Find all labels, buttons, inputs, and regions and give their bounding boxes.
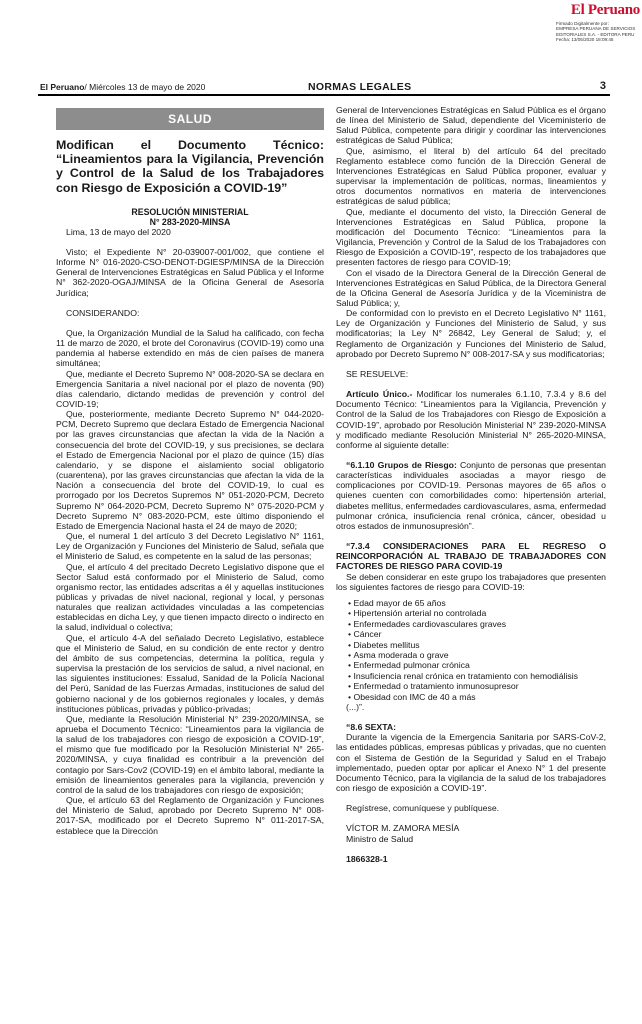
visto-paragraph: Visto; el Expediente N° 20-039007-001/002, que contiene el Informe N° 016-2020-CSO-DENOT-DGIESP/MINSA de la Dirección General de Intervenciones Estratégicas en Salud Pública y el Informe N° 362-2020-OGAJ/MINSA de la Oficina General de Asesoría Jurídica; xyxy=(56,246,324,298)
considerando-paragraph: Que, el artículo 4 del precitado Decreto Legislativo dispone que el Sector Salud está conformado por el Ministerio de Salud, como organismo rector, las entidades adscritas a él y aquellas instituciones públicas y privadas de nivel nacional, regional y local, y personas naturales que realizan actividades vinculadas a las competencias establecidas en dicha Ley, y que tienen impacto directo o indirecto en la salud, individual o colectiva; xyxy=(56,561,324,633)
considerando-paragraph: Que, el numeral 1 del artículo 3 del Decreto Legislativo N° 1161, Ley de Organización y Funciones del Ministerio de Salud, señala que el Ministerio de Salud, es competente en la salud de las personas; xyxy=(56,531,324,562)
header-publication: El Peruano xyxy=(40,82,85,92)
considerando-paragraph: General de Intervenciones Estratégicas en Salud Pública es el órgano de línea del Ministerio de Salud, dependiente del Viceministerio de Salud Pública, competente para dirigir y coordinar las intervenciones estratégicas de Salud Pública; xyxy=(336,105,606,146)
risk-factor-item: • Hipertensión arterial no controlada xyxy=(348,608,606,618)
considerando-paragraph: Que, posteriormente, mediante Decreto Supremo N° 044-2020-PCM, Decreto Supremo que declara Estado de Emergencia Nacional por las graves circunstancias que afectan la vida de la Nación a consecuencia del brote del COVID-19, y sus precisiones, se declara el Estado de Emergencia Nacional por el plazo de quince (15) días calendario, y se dispone el aislamiento social obligatorio (cuarentena), por las graves circunstancias que afectan la vida de la Nación a consecuencia del brote del COVID-19, lo cual es prorrogado por los Decretos Supremos N° 051-2020-PCM, Decreto Supremo N° 064-2020-PCM, Decreto Supremo N° 075-2020-PCM y Decreto Supremo N° 083-2020-PCM, este último disponiendo el Estado de Emergencia Nacional hasta el 24 de mayo de 2020; xyxy=(56,409,324,531)
risk-factor-list xyxy=(336,598,606,702)
signature-line: Firmado Digitalmente por: xyxy=(556,21,609,26)
section-band: SALUD xyxy=(56,108,324,130)
numeral-7-3-4-intro: Se deben considerar en este grupo los trabajadores que presenten los siguientes factores de riesgo para COVID-19: xyxy=(336,571,606,592)
publication-code: 1866328-1 xyxy=(346,853,388,864)
considerando-paragraph: Que, mediante el Decreto Supremo N° 008-2020-SA se declara en Emergencia Sanitaria a nivel nacional por el plazo de noventa (90) días calendario, dictando medidas de prevención y control del COVID-19; xyxy=(56,368,324,409)
risk-factor-item: • Enfermedades cardiovasculares graves xyxy=(348,619,606,629)
signatory-name: VÍCTOR M. ZAMORA MESÍA xyxy=(346,823,460,834)
considerando-paragraph: Que, asimismo, el literal b) del artículo 64 del precitado Reglamento establece como función de la Dirección General de Intervenciones Estratégicas en Salud Pública proponer, evaluar y supervisar la implementación de políticas, normas, lineamientos y otros documentos normativos en materia de intervenciones estratégicas de salud pública; xyxy=(336,145,606,207)
signature-line: Fecha: 13/05/2020 18:09:45 xyxy=(556,37,614,43)
page-number: 3 xyxy=(599,80,606,92)
place-date: Lima, 13 de mayo del 2020 xyxy=(66,226,171,237)
considerando-paragraph: Que, la Organización Mundial de la Salud ha calificado, con fecha 11 de marzo de 2020, el brote del Coronavirus (COVID-19) como una pandemia al haberse extendido en más de cien países de manera simultánea; xyxy=(56,327,324,369)
header-publication-date xyxy=(40,82,205,92)
articulo-text: Modificar los numerales 6.1.10, 7.3.4 y 8.6 del Documento Técnico: “Lineamientos para la Vigilancia, Prevención y Control de la Salud de los Trabajadores con Riesgo de Exposición a COVID-19”, aprobado por Resolución Ministerial N° 239-2020-MINSA y modificado mediante Resolución Ministerial N° 265-2020-MINSA, conforme al siguiente detalle: xyxy=(336,389,606,450)
risk-factor-item: • Enfermedad o tratamiento inmunosupresor xyxy=(348,681,606,691)
signatory-title: Ministro de Salud xyxy=(346,833,414,844)
risk-factor-item: • Cáncer xyxy=(348,629,606,639)
document-title: Modifican el Documento Técnico: “Lineamientos para la Vigilancia, Prevención y Control de la Salud de los Trabajadores con Riesgo de Exposición a COVID-19” xyxy=(56,138,324,195)
considerando-paragraph: Que, el artículo 4-A del señalado Decreto Legislativo, establece que el Ministerio de Salud, en su condición de ente rector y dentro del ámbito de sus competencias, determina la política, regula y supervisa la prestación de los servicios de salud, a nivel nacional, en las siguientes instituciones: Essalud, Sanidad de la Policía Nacional del Perú, Sanidad de las Fuerzas Armadas, instituciones de salud del gobierno nacional y de los gobiernos regionales y locales, y demás instituciones públicas, privadas y público-privadas; xyxy=(56,632,324,714)
header-date: / Miércoles 13 de mayo de 2020 xyxy=(84,82,206,92)
risk-factor-item: • Asma moderada o grave xyxy=(348,650,606,660)
risk-factor-item: • Diabetes mellitus xyxy=(348,640,606,650)
column-left xyxy=(56,108,324,836)
numeral-8-6-text: Durante la vigencia de la Emergencia Sanitaria por SARS-CoV-2, las entidades públicas, empresas públicas y privadas, que no cuenten con el Sistema de Gestión de la Seguridad y Salud en el Trabajo implementado, pueden optar por aplicar el Anexo N° 1 del presente Documento Técnico, para la vigilancia de la salud de los trabajadores con riesgo de exposición a COVID-19”. xyxy=(336,732,606,794)
column-right xyxy=(336,105,606,864)
el-peruano-logo: El Peruano xyxy=(570,2,640,18)
header-section: NORMAS LEGALES xyxy=(308,81,412,93)
numeral-6-1-10-text: Conjunto de personas que presentan características individuales asociadas a mayor riesgo de complicaciones por COVID-19. Personas mayores de 65 años o quienes cuenten con comorbilidades como: hipertensión arterial, diabetes mellitus, enfermedades cardiovasculares, asma, enfermedad pulmonar crónica, insuficiencia renal crónica, cáncer, obesidad u otros estados de inmunosupresión”. xyxy=(336,460,606,531)
se-resuelve-label: SE RESUELVE: xyxy=(346,368,409,379)
considerando-paragraph: Que, el artículo 63 del Reglamento de Organización y Funciones del Ministerio de Salud, aprobado por Decreto Supremo N° 008-2017-SA, modificado por el Decreto Supremo N° 011-2017-SA, establece que la Dirección xyxy=(56,795,324,836)
numeral-6-1-10-label: “6.1.10 Grupos de Riesgo: xyxy=(346,460,457,470)
numeral-6-1-10 xyxy=(336,460,606,531)
risk-factor-item: • Enfermedad pulmonar crónica xyxy=(348,660,606,670)
numeral-8-6-heading: “8.6 SEXTA: xyxy=(346,722,397,733)
risk-factor-item: • Edad mayor de 65 años xyxy=(348,598,606,608)
considerando-paragraph: Que, mediante el documento del visto, la Dirección General de Intervenciones Estratégicas en Salud Pública, propone la modificación del Documento Técnico: “Lineamientos para la Vigilancia, Prevención y Control de la Salud de los Trabajadores con Riesgo de Exposición a COVID-19”, respecto de los trabajadores que presenten factores de riesgo para COVID-19; xyxy=(336,206,606,268)
considerando-paragraph: Que, mediante la Resolución Ministerial N° 239-2020/MINSA, se aprueba el Documento Técnico: “Lineamientos para la vigilancia de la salud de los trabajadores con riesgo de exposición a COVID-19”, el mismo que fue modificado por la Resolución Ministerial N° 265-2020/MINSA, y cuya finalidad es contribuir a la prevención del contagio por Sars-Cov2 (COVID-19) en el ámbito laboral, mediante la emisión de lineamientos generales para la vigilancia, prevención y control de la salud de los trabajadores con riesgo de exposición; xyxy=(56,713,324,795)
numeral-7-3-4-heading: “7.3.4 CONSIDERACIONES PARA EL REGRESO O REINCORPORACIÓN AL TRABAJO DE TRABAJADORES CON FACTORES DE RIESGO PARA COVID-19 xyxy=(336,541,606,572)
running-header xyxy=(38,80,610,96)
risk-factor-item: • Insuficiencia renal crónica en tratamiento con hemodiálisis xyxy=(348,671,606,681)
resolution-type: RESOLUCIÓN MINISTERIAL xyxy=(131,206,249,217)
resolution-number: N° 283-2020-MINSA xyxy=(149,216,231,227)
signature-line: EDITORIALES S.A. - EDITORA PERU xyxy=(556,31,635,37)
signature-line: EMPRESA PERUANA DE SERVICIOS xyxy=(556,26,636,32)
articulo-unico xyxy=(336,389,606,450)
digital-signature xyxy=(556,21,640,43)
considerando-label: CONSIDERANDO: xyxy=(66,307,140,318)
masthead xyxy=(556,2,640,43)
closing-formula: Regístrese, comuníquese y publíquese. xyxy=(346,803,500,814)
considerando-paragraph: Con el visado de la Directora General de la Dirección General de Intervenciones Estratégicas en Salud Pública, de la Directora General de la Oficina General de Asesoría Jurídica y de la Viceministra de Salud Pública; y, xyxy=(336,267,606,308)
risk-factor-item: • Obesidad con IMC de 40 a más xyxy=(348,692,606,702)
ellipsis-text: (...)”. xyxy=(346,701,365,712)
articulo-label: Artículo Único.- xyxy=(346,389,413,400)
considerando-paragraph: De conformidad con lo previsto en el Decreto Legislativo N° 1161, Ley de Organización y Funciones del Ministerio de Salud, y sus modificatorias; la Ley N° 26842, Ley General de Salud; y, el Reglamento de Organización y Funciones del Ministerio de Salud, aprobado por Decreto Supremo N° 008-2017-SA y sus modificatorias; xyxy=(336,308,606,359)
